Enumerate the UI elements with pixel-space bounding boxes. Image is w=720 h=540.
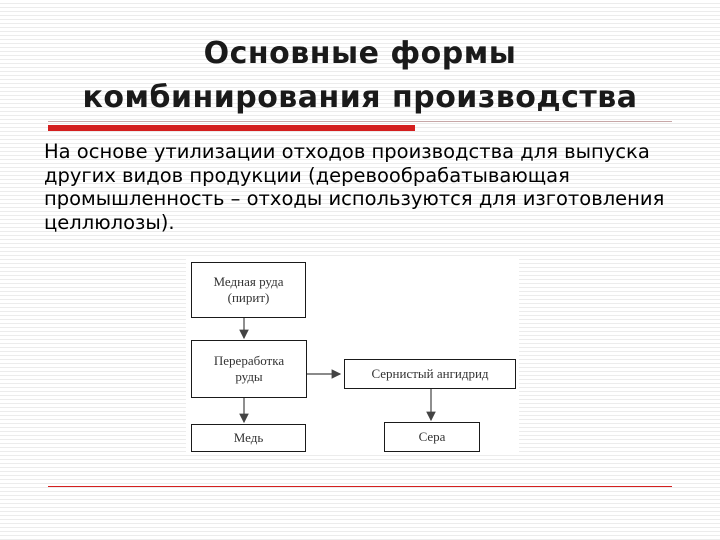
title-line-1: Основные формы [203, 36, 517, 71]
node-sulfur-anhydride [344, 359, 516, 389]
node-copper [191, 424, 306, 452]
node-copper-ore [191, 262, 306, 318]
footer-divider-line [48, 486, 672, 487]
title-line-2: комбинирования производства [82, 80, 638, 115]
production-diagram [186, 258, 519, 455]
node-copper-label: Медь [233, 430, 264, 445]
body-paragraph: На основе утилизации отходов производства для выпуска других видов продукции (деревообрабатывающая промышленность – отходы используются для изготовления целлюлозы). [44, 140, 665, 234]
slide-title [0, 32, 720, 120]
node-copper-ore-line2: (пирит) [227, 290, 270, 305]
node-ore-processing-line1: Переработка [213, 353, 285, 368]
node-ore-processing-line2: руды [235, 369, 263, 384]
node-sulfur-label: Сера [418, 429, 446, 444]
title-divider-line [48, 121, 672, 122]
node-sulfur-anhydride-label: Сернистый ангидрид [371, 366, 489, 381]
title-accent-bar [48, 125, 415, 131]
node-sulfur [384, 422, 480, 452]
node-ore-processing [191, 340, 307, 398]
node-copper-ore-line1: Медная руда [213, 274, 284, 289]
